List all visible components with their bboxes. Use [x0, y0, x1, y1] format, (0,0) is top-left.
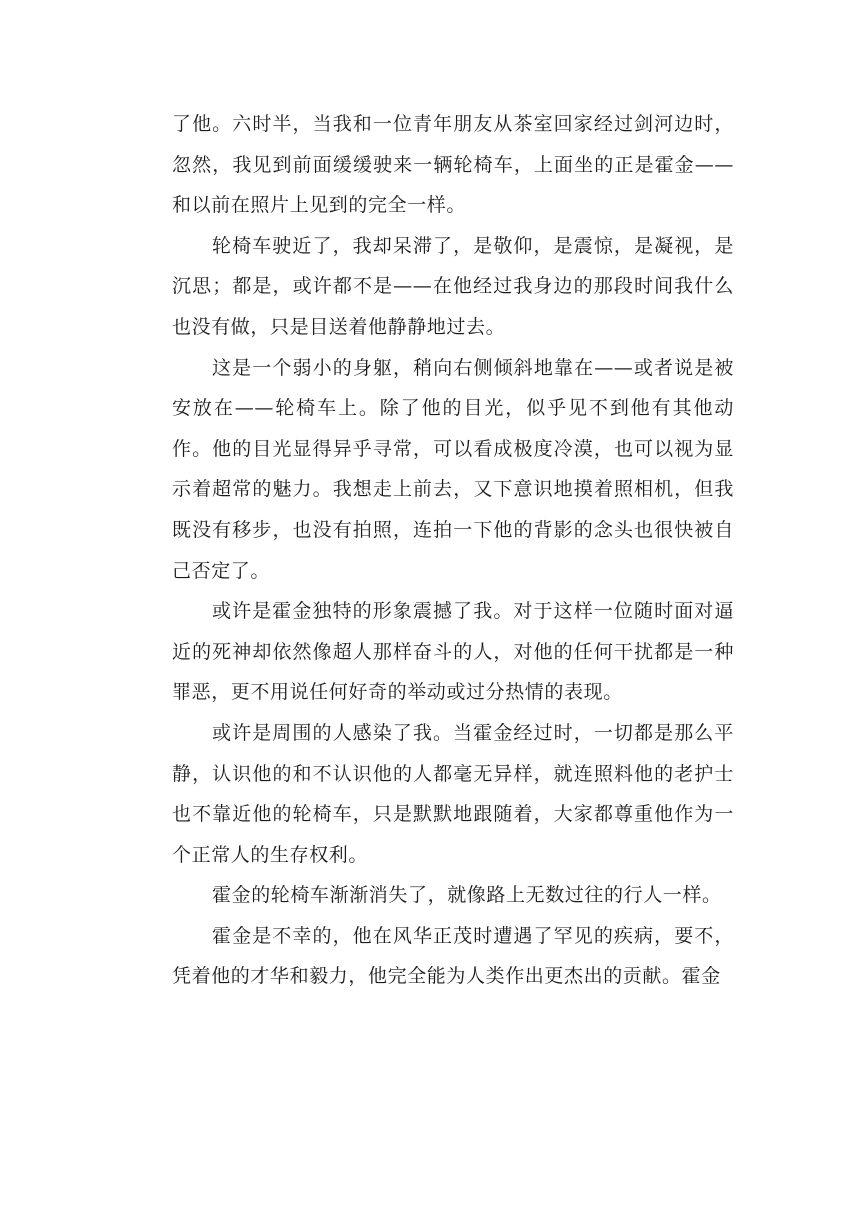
paragraph-6: 霍金的轮椅车渐渐消失了，就像路上无数过往的行人一样。: [212, 884, 722, 907]
paragraph-2: 轮椅车驶近了，我却呆滞了，是敬仰，是震惊，是凝视，是沉思；都是，或许都不是——在他经过我身边的那段时间我什么也没有做，只是目送着他静静地过去。: [172, 234, 734, 338]
paragraph-1: 了他。六时半，当我和一位青年朋友从茶室回家经过剑河边时，忽然，我见到前面缓缓驶来一辆轮椅车，上面坐的正是霍金——和以前在照片上见到的完全一样。: [172, 113, 734, 217]
paragraph-5: 或许是周围的人感染了我。当霍金经过时，一切都是那么平静，认识他的和不认识他的人都毫无异样，就连照料他的老护士也不靠近他的轮椅车，只是默默地跟随着，大家都尊重他作为一个正常人的生存权利。: [172, 721, 734, 866]
article-body: [172, 104, 734, 997]
paragraph-7: 霍金是不幸的，他在风华正茂时遭遇了罕见的疾病，要不，凭着他的才华和毅力，他完全能为人类作出更杰出的贡献。霍金: [172, 924, 734, 988]
paragraph-4: 或许是霍金独特的形象震撼了我。对于这样一位随时面对逼近的死神却依然像超人那样奋斗的人，对他的任何干扰都是一种罪恶，更不用说任何好奇的举动或过分热情的表现。: [172, 600, 734, 704]
paragraph-3: 这是一个弱小的身躯，稍向右侧倾斜地靠在——或者说是被安放在——轮椅车上。除了他的目光，似乎见不到他有其他动作。他的目光显得异乎寻常，可以看成极度冷漠，也可以视为显示着超常的魅力。我想走上前去，又下意识地摸着照相机，但我既没有移步，也没有拍照，连拍一下他的背影的念头也很快被自己否定了。: [172, 356, 734, 582]
